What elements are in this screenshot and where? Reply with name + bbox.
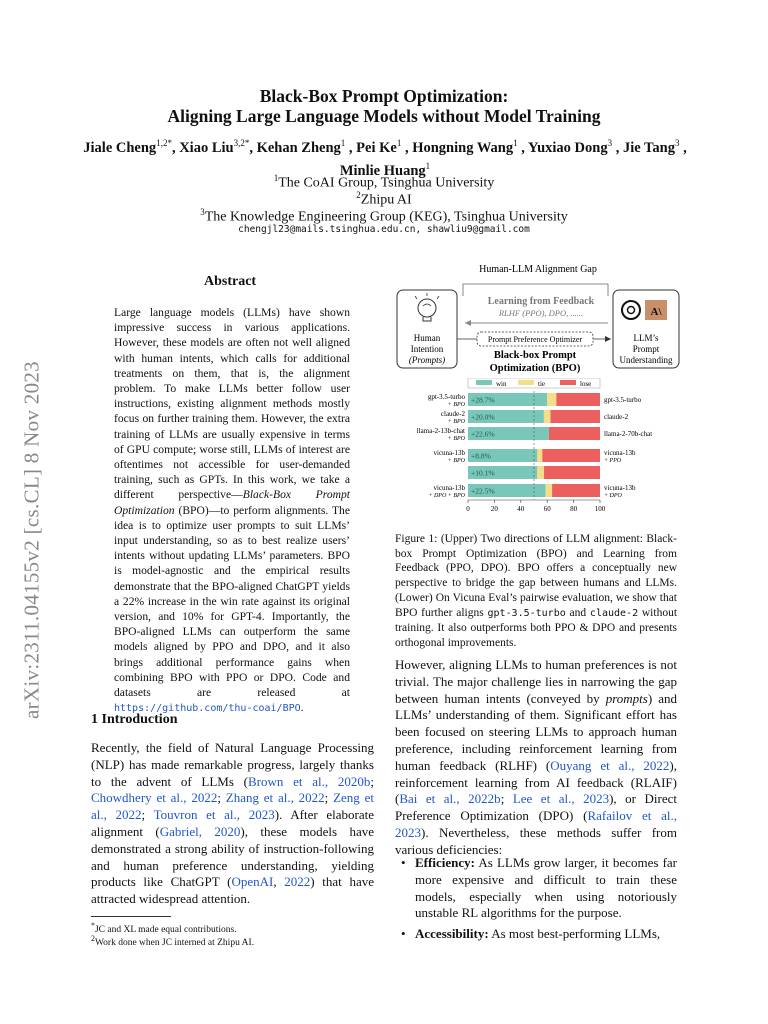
row-sublabel-left: + BPO	[447, 402, 465, 408]
alignment-diagram	[393, 260, 683, 390]
row-sublabel-right: + DPO	[604, 493, 622, 499]
paper-title-line2: Aligning Large Language Models without Model Training	[167, 106, 601, 126]
footnote-mark: *	[91, 921, 95, 930]
row-sublabel-left: + BPO	[447, 458, 465, 464]
author-sup: 1	[513, 138, 518, 148]
code-link[interactable]: https://github.com/thu-coai/BPO	[114, 703, 301, 715]
caption-text: Figure 1: (Upper) Two directions of LLM alignment: Black-box Prompt Optimization (BPO) and Learning from Feedback (PPO, DPO). BPO offers a conceptually new perspective to bridge the gap between humans and LLMs. (Lower) On Vicuna Eval’s pairwise evaluation, we show that BPO further aligns	[395, 533, 677, 619]
footnote-text: JC and XL made equal contributions.	[94, 925, 237, 936]
bar-segment-tie	[544, 410, 551, 423]
bpo-arrowhead	[605, 336, 611, 342]
body-text: ). After elaborate alignment (	[91, 807, 374, 839]
body-text: ;	[217, 790, 226, 806]
legend-swatch	[476, 380, 492, 385]
author: Jie Tang	[622, 139, 675, 156]
citation-link[interactable]: Ouyang et al., 2022	[550, 757, 670, 773]
affil-text: Zhipu AI	[360, 192, 412, 208]
row-sublabel-right: + PPO	[604, 458, 622, 464]
author: Xiao Liu	[179, 139, 234, 156]
bar-segment-lose	[544, 466, 600, 479]
lff-label: Learning from Feedback	[487, 296, 595, 307]
figure-caption	[395, 532, 677, 651]
affil-sup: 2	[356, 190, 361, 200]
bpo-label: Black-box Prompt	[493, 350, 577, 361]
bullet-bold: Accessibility:	[415, 926, 489, 941]
abstract-text: Large language models (LLMs) have shown impressive success in various applications. However, these models are often not well aligned with human intents, which calls for additional treatments on them, that is, the alignment problem. To make LLMs better follow user instructions, existing alignment methods mostly focus on further training them. However, the extra training of LLMs are usually expensive in terms of GPU compute; worse still, LLMs of interest are oftentimes not accessible for user-demanded training, such as GPTs. In this work, we take a different perspective—	[114, 306, 350, 502]
author-sup: 1	[396, 138, 402, 148]
bpo-label: Optimization (BPO)	[489, 363, 581, 374]
citation-link[interactable]: 2022	[284, 874, 311, 890]
body-text: ;	[370, 773, 374, 789]
x-tick-label: 100	[594, 505, 606, 513]
bar-segment-tie	[537, 466, 544, 479]
legend-swatch	[518, 380, 534, 385]
bar-data-label: +20.0%	[471, 412, 495, 422]
paper-title-line1: Black-Box Prompt Optimization:	[259, 86, 509, 106]
body-text: ;	[141, 807, 154, 823]
win-tie-lose-chart	[393, 378, 683, 528]
bullet-bold: Efficiency:	[415, 855, 475, 870]
abstract-heading: Abstract	[204, 274, 257, 289]
author: Jiale Cheng	[83, 139, 157, 156]
caption-text: without training. It also outperforms both PPO & DPO and presents orthogonal improvements.	[395, 606, 678, 649]
author: Pei Ke	[356, 139, 397, 156]
body-text: ;	[500, 791, 513, 807]
svg-text:A\: A\	[650, 306, 662, 318]
legend-swatch	[560, 380, 576, 385]
citation-link[interactable]: Gabriel, 2020	[159, 823, 241, 839]
llm-label: LLM’s	[633, 333, 659, 343]
x-tick-label: 40	[517, 505, 525, 513]
author-list: Jiale Cheng$^{1,2*}$, Xiao Liu$^{3,2*}$, Kehan Zheng$^1$ , Pei Ke$^1$ , Hongning Wang$^1$ , Yuxiao Dong$^3$ , Jie Tang$^3$ , Minlie Huang$^1$	[83, 138, 687, 179]
author-sup: 1	[425, 160, 431, 171]
row-label-left: vicuna-13b	[433, 449, 465, 457]
legend-entry: tie	[538, 380, 545, 388]
body-text: ), or Direct Preference Optimization (DPO) (	[395, 791, 677, 824]
bar-segment-lose	[542, 449, 600, 462]
body-italic: prompts	[605, 690, 648, 706]
bar-segment-lose	[556, 393, 600, 406]
row-sublabel-left: + BPO	[447, 419, 465, 425]
arxiv-id-text: arXiv:2311.04155v2 [cs.CL] 8 Nov 2023	[19, 361, 44, 719]
anthropic-logo-icon	[645, 300, 667, 320]
human-label: Intention	[410, 344, 444, 354]
body-text: ;	[324, 790, 334, 806]
affil-sup: 3	[200, 207, 205, 217]
row-sublabel-left: + DPO + BPO	[428, 493, 465, 499]
bullet-text: As most best-performing LLMs,	[488, 926, 661, 941]
x-tick-label: 0	[466, 505, 470, 513]
author-sup: 3,2*	[233, 138, 250, 148]
footnote-mark: 2	[91, 934, 95, 943]
row-label-right: claude-2	[604, 413, 629, 421]
affil-text: The CoAI Group, Tsinghua University	[278, 175, 495, 191]
bar-segment-lose	[549, 427, 600, 440]
body-text: ). Nevertheless, these methods suffer from various deficiencies:	[395, 824, 677, 857]
author: Yuxiao Dong	[527, 139, 608, 156]
citation-link[interactable]: Brown et al., 2020b	[248, 773, 371, 789]
author-sup: 3	[607, 138, 613, 148]
gap-bracket	[463, 284, 608, 296]
row-label-left: vicuna-13b	[433, 484, 465, 492]
affil-sup: 1	[273, 173, 279, 183]
citation-link[interactable]: Touvron et al., 2023	[153, 807, 275, 823]
llm-label: Understanding	[619, 355, 673, 365]
optimizer-label: Prompt Preference Optimizer	[487, 335, 583, 344]
caption-text: and	[565, 606, 590, 619]
human-label: (Prompts)	[408, 355, 446, 365]
body-text: However, aligning LLMs to human preferences is not trivial. The major challenge lies in narrowing the gap between human intents (conveyed by	[395, 657, 677, 706]
author: Hongning Wang	[412, 139, 514, 156]
human-label: Human	[413, 333, 441, 343]
bar-segment-lose	[551, 410, 601, 423]
author-emails: chengjl23@mails.tsinghua.edu.cn, shawliu9@gmail.com	[238, 224, 530, 235]
llm-label: Prompt	[632, 344, 660, 354]
citation-link[interactable]: Lee et al., 2023	[512, 791, 610, 807]
bar-data-label: +10.1%	[471, 468, 495, 478]
citation-link[interactable]: Chowdhery et al., 2022	[91, 790, 218, 806]
author-sup: 1	[340, 138, 346, 148]
author-sup: 3	[674, 138, 680, 148]
body-text: ) and LLMs’ understanding of them. Significant effort has been focused on steering LLMs to approach human preference, including reinforcement learning from human feedback (RLHF) (	[395, 690, 678, 773]
section-heading: 1 Introduction	[91, 712, 178, 727]
bar-segment-tie	[537, 449, 542, 462]
intro-paragraph	[91, 740, 374, 908]
abstract-body	[114, 305, 350, 716]
x-tick-label: 20	[490, 505, 498, 513]
affil-text: The Knowledge Engineering Group (KEG), Tsinghua University	[204, 209, 568, 225]
row-label-right: llama-2-70b-chat	[604, 430, 653, 438]
caption-code: claude-2	[589, 607, 639, 619]
body-text: ), these models have demonstrated a strong ability of instruction-following and human preference understanding, yielding products like ChatGPT (	[91, 823, 374, 890]
author: Kehan Zheng	[256, 139, 341, 156]
author: Minlie Huang	[339, 162, 426, 179]
row-label-right: vicuna-13b	[604, 484, 636, 492]
row-sublabel-left: + BPO	[447, 436, 465, 442]
citation-link[interactable]: OpenAI	[231, 874, 274, 890]
bar-data-label: +28.7%	[471, 395, 495, 405]
abstract-text: .	[300, 701, 304, 715]
arxiv-identifier	[12, 320, 52, 760]
body-text: Recently, the field of Natural Language Processing (NLP) has made remarkable progress, largely thanks to the advent of LLMs (	[91, 740, 374, 789]
x-tick-label: 60	[543, 505, 551, 513]
abstract-italic: Black-Box Prompt Optimization	[114, 488, 351, 517]
bar-segment-tie	[547, 393, 556, 406]
citation-link[interactable]: Bai et al., 2022b	[399, 791, 501, 807]
footnote	[91, 933, 374, 949]
bar-segment-tie	[546, 484, 552, 497]
lff-arrowhead	[465, 320, 471, 326]
body-text: ,	[273, 874, 285, 890]
row-label-right: gpt-3.5-turbo	[604, 396, 642, 404]
caption-code: gpt-3.5-turbo	[487, 607, 566, 619]
bar-data-label: +22.5%	[471, 486, 495, 496]
right-paragraph	[395, 657, 677, 859]
affiliation	[0, 204, 768, 226]
bar-data-label: +8.8%	[471, 451, 491, 461]
footnote-text: Work done when JC interned at Zhipu AI.	[94, 938, 255, 949]
bar-data-label: +22.6%	[471, 429, 495, 439]
row-label-left: claude-2	[440, 410, 465, 418]
row-label-left: gpt-3.5-turbo	[427, 393, 465, 401]
bar-segment-lose	[552, 484, 600, 497]
bullet-text: As LLMs grow larger, it becomes far more expensive and difficult to train these models, especially when using notoriously unstable RL algorithms for the purpose.	[415, 855, 677, 921]
gap-label: Human-LLM Alignment Gap	[479, 264, 597, 275]
body-text: ) that have attracted widespread attention.	[91, 874, 374, 907]
body-text: ), reinforcement learning from AI feedback (RLAIF) (	[395, 757, 678, 807]
bullet-item: • Efficiency: As LLMs grow larger, it becomes far more expensive and difficult to train these models, especially when using notoriously unstable RL algorithms for the purpose.	[401, 855, 677, 921]
author-sup: 1,2*	[156, 138, 172, 148]
abstract-text: (BPO)—to perform alignments. The idea is to optimize user prompts to suit LLMs’ input understanding, so as to best realize users’ intents without updating LLMs’ parameters. BPO is model-agnostic and the empirical results demonstrate that the BPO-aligned ChatGPT yields a 22% increase in the win rate against its original version, and 10% for GPT-4. Importantly, the BPO-aligned LLMs can outperform the same models aligned by PPO and DPO, and it also brings additional performance gains when combining BPO with PPO or DPO. Code and datasets are released at	[114, 503, 350, 700]
citation-link[interactable]: Rafailov et al., 2023	[395, 808, 677, 840]
row-label-left: llama-2-13b-chat	[416, 427, 465, 435]
bullet-item: • Accessibility: As most best-performing LLMs,	[401, 926, 661, 941]
footnote-rule	[91, 916, 171, 917]
lff-sub: RLHF (PPO), DPO, ......	[498, 308, 584, 318]
x-tick-label: 80	[570, 505, 578, 513]
citation-link[interactable]: Zhang et al., 2022	[225, 790, 325, 806]
citation-link[interactable]: Zeng et al., 2022	[91, 790, 374, 823]
legend-entry: win	[496, 380, 507, 388]
legend-entry: lose	[580, 380, 592, 388]
row-label-right: vicuna-13b	[604, 449, 636, 457]
